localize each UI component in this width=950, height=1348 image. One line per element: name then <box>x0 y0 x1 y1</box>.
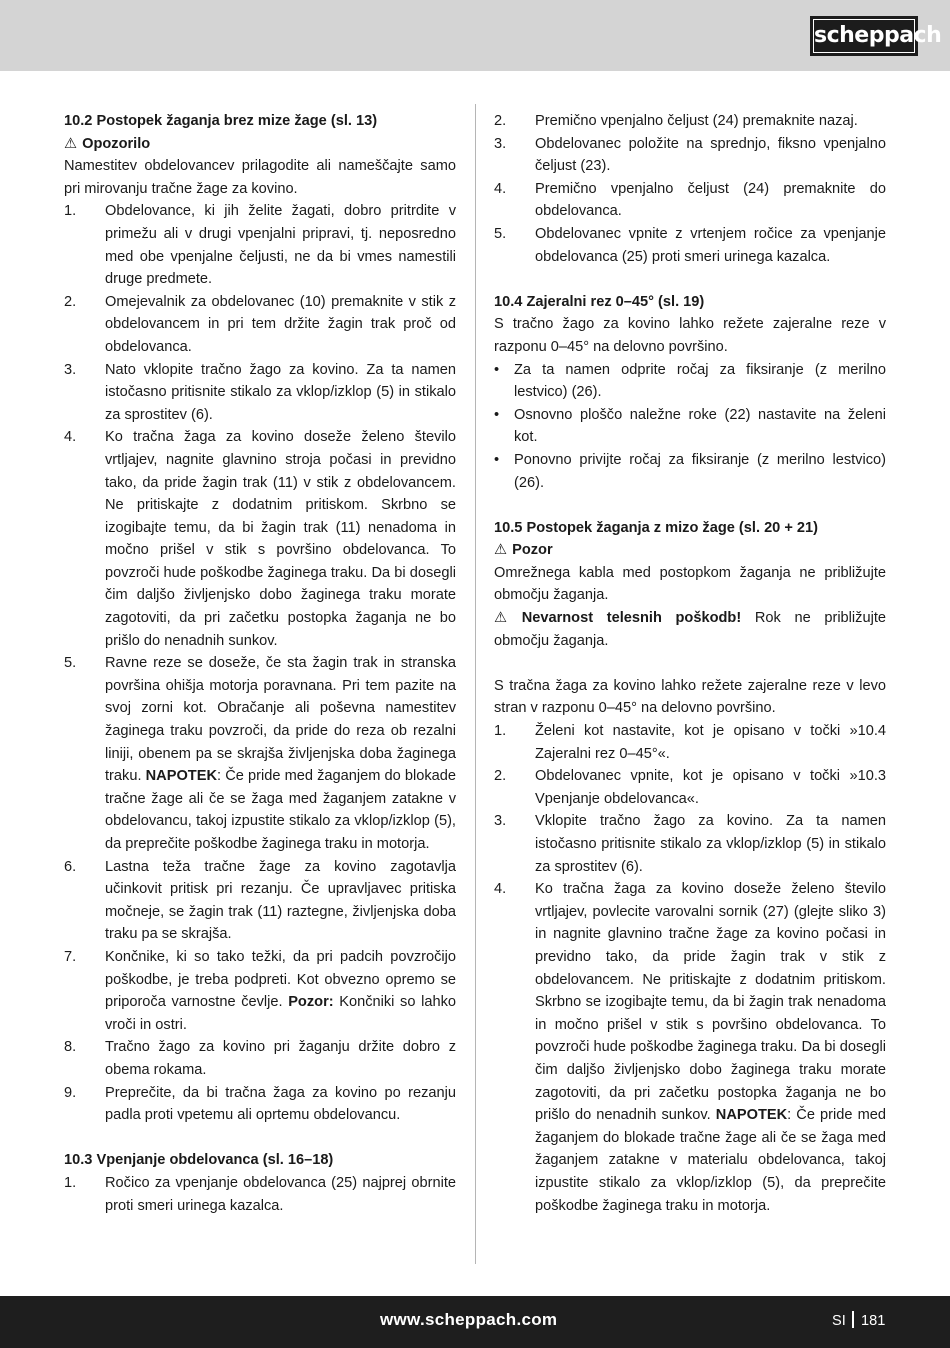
item-text: Premično vpenjalno čeljust (24) premaknite nazaj. <box>535 113 858 129</box>
item-number: 8. <box>64 1039 77 1056</box>
warning-triangle-icon: ⚠ <box>494 610 517 627</box>
spacer <box>64 1127 456 1150</box>
list-item <box>494 110 886 133</box>
list-item <box>64 946 456 1036</box>
item-text: Ročico za vpenjanje obdelovanca (25) najprej obrnite proti smeri urinega kazalca. <box>105 1174 456 1214</box>
danger-text: Rok ne približujte območju žaganja. <box>494 610 886 649</box>
section-title: 10.5 Postopek žaganja z mizo žage (sl. 20 + 21) <box>494 519 819 536</box>
bullet-icon: • <box>494 406 500 423</box>
item-text: Ko tračna žaga za kovino doseže želeno število vrtljajev, povlecite varovalni sornik (27) (glejte sliko 3) in nagnite glavnino tračne žage za kovino počasi in previdno tako, da pride žagin trak v stik z obdelovancem. Ne pritiskajte z dodatnim pritiskom. Skrbno se izogibajte temu, da bi žagin trak nenadoma in močno prišel v stik s površino obdelovanca. To povzroči hude poškodbe žaginega traku. Da bi dosegli čim daljšo življenjsko dobo žaginega traku morate zagotoviti, da pri začetku postopka žaganja ne bo prišlo do nenadnih sunkov. <box>535 881 886 1124</box>
list-item <box>494 765 886 810</box>
item-text: Lastna teža tračne žage za kovino zagotavlja učinkovit pritisk pri rezanju. Če upravljavec pritiska močneje, se žagin trak (11) raztegne, življenjska doba traku pa se skrajša. <box>105 858 456 943</box>
section-title: 10.2 Postopek žaganja brez mize žage (sl. 13) <box>64 113 378 129</box>
item-text: Končnike, ki so tako težki, da pri padcih povzročijo poškodbe, je treba podpreti. Kot obvezno opremo se priporoča varnostne čevlje. <box>105 948 456 1011</box>
item-text: : Če pride med žaganjem do blokade tračne žage ali če se žaga med žaganjem zatakne v materialu obdelovanca, takoj izpustite stikalo za vklop/izklop (5), da preprečite poškodbe žaginega traku in motorja. <box>535 1107 886 1214</box>
paragraph: S tračno žago za kovino lahko režete zajeralne reze v razponu 0–45° na delovno površino. <box>494 316 886 355</box>
list-item <box>64 200 456 290</box>
item-text: Obdelovanec vpnite z vrtenjem ročice za vpenjanje obdelovanca (25) proti smeri urinega kazalca. <box>535 225 886 265</box>
warning-text: Opozorilo <box>82 135 151 152</box>
item-text: Želeni kot nastavite, kot je opisano v točki »10.4 Zajeralni rez 0–45°«. <box>535 723 886 762</box>
bullet-text: Osnovno ploščo naležne roke (22) nastavite na želeni kot. <box>514 406 886 446</box>
bullet-item <box>494 449 886 494</box>
warning-triangle-icon: ⚠ <box>64 135 78 152</box>
item-text: Vklopite tračno žago za kovino. Za ta namen istočasno pritisnite stikalo za vklop/izklop (5) in stikalo za sprostitev (6). <box>535 813 886 875</box>
item-number: 1. <box>64 203 77 220</box>
item-number: 6. <box>64 858 77 875</box>
page-number: 181 <box>861 1313 886 1329</box>
section-title: 10.4 Zajeralni rez 0–45° (sl. 19) <box>494 293 705 310</box>
bullet-text: Ponovno privijte ročaj za fiksiranje (z merilno lestvico) (26). <box>514 451 886 491</box>
item-number: 9. <box>64 1084 77 1101</box>
item-number: 3. <box>494 813 507 830</box>
item-number: 2. <box>494 768 507 785</box>
page-header <box>0 0 950 71</box>
warning-label <box>64 133 456 156</box>
danger-label: Nevarnost telesnih poškodb! <box>521 610 742 627</box>
right-column <box>494 110 886 1217</box>
bullet-item <box>494 404 886 449</box>
paragraph: S tračna žaga za kovino lahko režete zajeralne reze v levo stran v razponu 0–45° na delovno površino. <box>494 677 886 717</box>
item-number: 2. <box>64 293 77 310</box>
section-title: 10.3 Vpenjanje obdelovanca (sl. 16–18) <box>64 1152 334 1169</box>
item-text: Končniki so lahko vroči in ostri. <box>105 994 456 1033</box>
list-item <box>494 223 886 268</box>
list-item <box>64 359 456 427</box>
list-item <box>494 178 886 223</box>
footer-divider <box>852 1311 854 1328</box>
item-number: 3. <box>494 135 507 152</box>
item-text: Nato vklopite tračno žago za kovino. Za ta namen istočasno pritisnite stikalo za vklop/izklop (5) in stikalo za sprostitev (6). <box>105 361 456 423</box>
spacer <box>494 652 886 675</box>
item-number: 5. <box>64 655 77 672</box>
item-number: 4. <box>494 180 507 197</box>
item-number: 2. <box>494 113 507 129</box>
bullet-icon: • <box>494 451 500 468</box>
warning-text: Pozor <box>512 542 553 559</box>
list-item <box>64 426 456 652</box>
spacer <box>494 268 886 291</box>
item-text: Preprečite, da bi tračna žaga za kovino po rezanju padla proti vpetemu ali oprtemu obdelovancu. <box>105 1084 456 1124</box>
left-column <box>64 110 456 1217</box>
bullet-text: Za ta namen odprite ročaj za fiksiranje (z merilno lestvico) (26). <box>514 361 886 401</box>
list-item <box>64 856 456 946</box>
note-label: NAPOTEK <box>715 1107 788 1124</box>
item-number: 4. <box>494 881 507 898</box>
item-text: Ko tračna žaga za kovino doseže želeno število vrtljajev, nagnite glavnino stroja počasi in previdno tako, da pride žagin trak (11) v stik z obdelovancem. Ne pritiskajte z dodatnim pritiskom. Skrbno se izogibajte temu, da bi žagin trak (11) nenadoma in močno prišel v stik s površino obdelovanca. To povzroči hude poškodbe žaginega traku. Da bi dosegli čim daljšo življenjsko dobo žaginega traku morate zagotoviti, da pri začetku postopka žaganja ne bo prišlo do nenadnih sunkov. <box>105 429 456 649</box>
item-text: Premično vpenjalno čeljust (24) premaknite do obdelovanca. <box>535 180 886 220</box>
item-number: 7. <box>64 948 77 965</box>
item-text: Tračno žago za kovino pri žaganju držite dobro z obema rokama. <box>105 1039 456 1078</box>
caution-label: Pozor: <box>288 994 334 1011</box>
paragraph: Omrežnega kabla med postopkom žaganja ne približujte območju žaganja. <box>494 564 886 604</box>
page-footer <box>0 1296 950 1348</box>
warning-triangle-icon: ⚠ <box>494 542 508 559</box>
scheppach-logo <box>810 16 942 56</box>
item-number: 1. <box>64 1174 77 1191</box>
list-item <box>494 810 886 878</box>
item-text: Obdelovance, ki jih želite žagati, dobro pritrdite v primežu ali v drugi vpenjalni pripravi, tj. neposredno med obe vpenjalne čeljusti, ne da bi vmes namestili druge predmete. <box>105 203 456 288</box>
item-text: Omejevalnik za obdelovanec (10) premaknite v stik z obdelovancem in pri tem držite žagin trak proč od obdelovanca. <box>105 293 456 355</box>
item-text: : Če pride med žaganjem do blokade tračne žage ali če se žaga med žaganjem zatakne v obdelovancu, takoj izpustite stikalo za vklop/izklop (5), da preprečite poškodbe žaginega traku in motorja. <box>105 768 456 852</box>
spacer <box>494 494 886 517</box>
bullet-item <box>494 359 886 404</box>
website-link[interactable]: www.scheppach.com <box>380 1310 558 1329</box>
note-label: NAPOTEK <box>145 768 217 785</box>
list-item <box>494 878 886 1217</box>
item-text: Obdelovanec vpnite, kot je opisano v točki »10.3 Vpenjanje obdelovanca«. <box>535 768 886 807</box>
item-text: Ravne reze se doseže, če sta žagin trak in stranska površina ohišja motorja poravnana. Pri tem pazite na svoj zorni kot. Obračanje ali poševna namestitev žaginega traku povzroči, da pride do reza ob rezalni liniji, obenem pa se skrajša življenjska doba žaginega traku. <box>105 655 456 785</box>
item-number: 3. <box>64 361 77 378</box>
list-item <box>64 1036 456 1081</box>
list-item <box>64 291 456 359</box>
warning-label <box>494 539 886 562</box>
list-item <box>64 652 456 855</box>
item-number: 1. <box>494 723 507 740</box>
paragraph: Namestitev obdelovancev prilagodite ali nameščajte samo pri mirovanju tračne žage za kovino. <box>64 158 456 197</box>
item-number: 4. <box>64 429 77 446</box>
column-divider <box>475 104 476 1264</box>
item-text: Obdelovanec položite na sprednjo, fiksno vpenjalno čeljust (23). <box>535 135 886 175</box>
logo-text: scheppach <box>813 19 915 53</box>
item-number: 5. <box>494 225 507 242</box>
list-item <box>64 1172 456 1217</box>
bullet-icon: • <box>494 361 500 378</box>
danger-paragraph <box>494 607 886 652</box>
language-code: SI <box>832 1313 846 1329</box>
list-item <box>494 133 886 178</box>
list-item <box>494 720 886 765</box>
list-item <box>64 1082 456 1127</box>
